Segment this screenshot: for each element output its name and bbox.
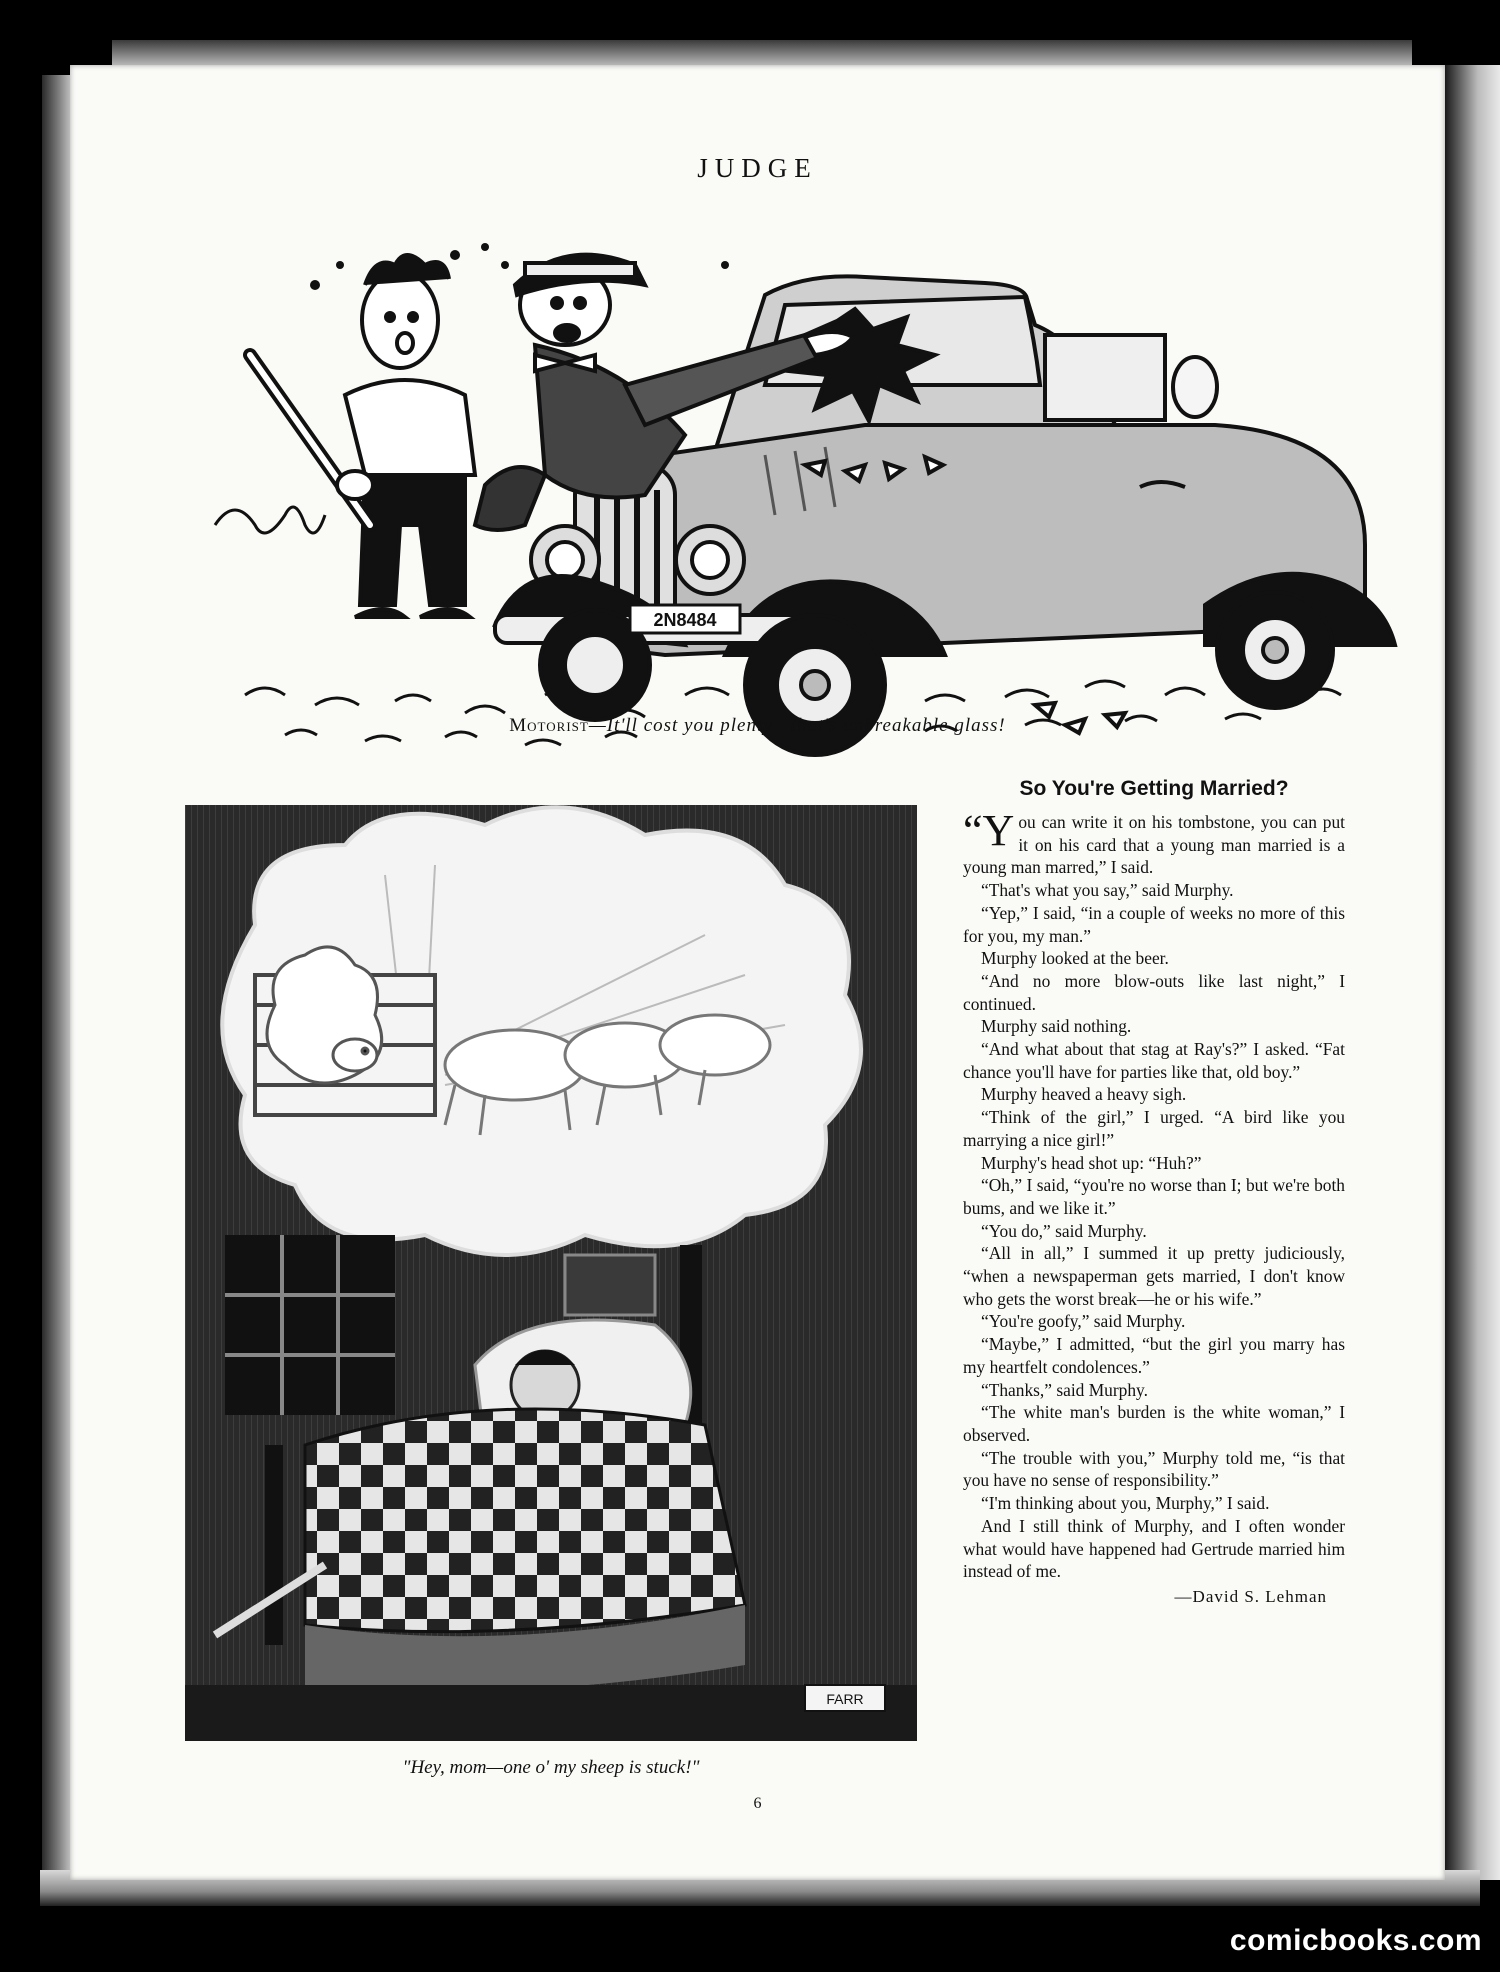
watermark: comicbooks.com [1229, 1924, 1482, 1957]
bottom-illustration-caption: "Hey, mom—one o' my sheep is stuck!" [402, 1757, 700, 1778]
article-paragraph: “That's what you say,” said Murphy. [981, 880, 1234, 901]
running-head: JUDGE [697, 153, 818, 183]
top-cartoon-caption [70, 715, 1445, 737]
caption-text: —It'll cost you plenty—that's unbreakable glass! [588, 715, 1006, 736]
article-first-paragraph: “You can write it on his tombstone, you can put it on his card that a young man married is a young man marred,” I said. [963, 806, 1345, 878]
article-paragraph: “The trouble with you,” Murphy told me, “is that you have no sense of responsibility.” [963, 1447, 1345, 1491]
motorist-cartoon [165, 225, 1425, 760]
article-paragraph: “And no more blow-outs like last night,” I continued. [963, 970, 1345, 1014]
article-paragraph: Murphy heaved a heavy sigh. [981, 1084, 1187, 1105]
svg-text:FARR: FARR [826, 1691, 864, 1707]
page-number: 6 [753, 1795, 762, 1812]
article-paragraph: And I still think of Murphy, and I often wonder what would have happened had Gertrude married him instead of me. [963, 1515, 1345, 1582]
article-paragraph: “The white man's burden is the white woman,” I observed. [963, 1402, 1345, 1445]
article-paragraphs [963, 879, 1345, 1583]
article-paragraph: “You're goofy,” said Murphy. [981, 1311, 1186, 1332]
drop-cap: “Y [963, 806, 1015, 855]
article-paragraph: “Thanks,” said Murphy. [981, 1379, 1148, 1400]
magazine-page [70, 65, 1445, 1880]
article-paragraph: “I'm thinking about you, Murphy,” I said. [981, 1493, 1270, 1514]
caption-speaker: Motorist [509, 715, 589, 736]
article-paragraph: “Think of the girl,” I urged. “A bird like you marrying a nice girl!” [963, 1107, 1345, 1150]
article-paragraph: Murphy looked at the beer. [981, 948, 1169, 969]
article-paragraph: “You do,” said Murphy. [981, 1220, 1147, 1241]
article-paragraph: Murphy's head shot up: “Huh?” [981, 1152, 1202, 1173]
article-paragraph: “Oh,” I said, “you're no worse than I; but we're both bums, and we like it.” [963, 1175, 1345, 1218]
article-paragraph: Murphy said nothing. [981, 1016, 1132, 1037]
article-byline: —David S. Lehman [1174, 1586, 1327, 1606]
article-paragraph: “And what about that stag at Ray's?” I asked. “Fat chance you'll have for parties like that, old boy.” [963, 1039, 1345, 1082]
article-paragraph: “All in all,” I summed it up pretty judiciously, “when a newspaperman gets married, I don't know who gets the worst break—he or his wife.” [963, 1243, 1345, 1309]
article-paragraph: “Yep,” I said, “in a couple of weeks no more of this for you, my man.” [963, 902, 1345, 946]
dreaming-boy-illustration [185, 805, 917, 1741]
license-plate-text: 2N8484 [653, 610, 717, 630]
article-paragraph: “Maybe,” I admitted, “but the girl you marry has my heartfelt condolences.” [963, 1334, 1345, 1377]
article-title: So You're Getting Married? [1019, 777, 1289, 800]
article [963, 777, 1345, 1607]
book-right-edge [1445, 65, 1500, 1880]
